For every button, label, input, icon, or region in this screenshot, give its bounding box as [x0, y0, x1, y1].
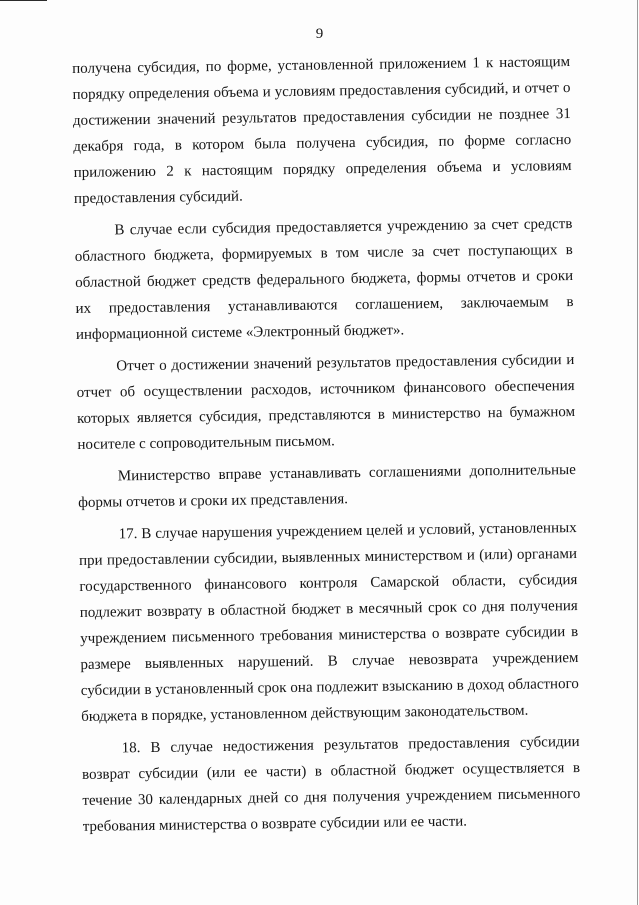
top-left-rule: [0, 0, 47, 1]
paragraph-section-17: 17. В случае нарушения учреждением целей и условий, установленных при предоставлении субсидии, выявленных министерством и (или) органами государственного финансового контроля Самарской области, субсидия подлежит возврату в областной бюджет в месячный срок со дня получения учреждением письменного требования министерства о возврате субсидии в размере выявленных нарушений. В случае невозврата учреждением субсидии в установленный срок она подлежит взысканию в доход областного бюджета в порядке, установленном действующим законодательством.: [78, 520, 579, 725]
right-scan-edge: [637, 0, 638, 905]
paragraph-electronic-budget: В случае если субсидия предоставляется учреждению за счет средств областного бюджета, формируемых в том числе за счет поступающих в областной бюджет средств федерального бюджета, формы отчетов и сроки их предоставления устанавливаются соглашением, заключаемым в информационной системе «Электронный бюджет».: [74, 216, 574, 343]
paragraph-report-submission: Отчет о достижении значений результатов предоставления субсидии и отчет об осуществлении расходов, источником финансового обеспечения которых является субсидия, представляются в министерство на бумажном носителе с сопроводительным письмом.: [76, 352, 576, 453]
document-body: [72, 49, 581, 840]
paragraph-additional-report-forms: Министерство вправе устанавливать соглашениями дополнительные формы отчетов и сроки их представления.: [78, 462, 576, 511]
page-number: 9: [315, 26, 324, 42]
paragraph-continued-report-form: получена субсидия, по форме, установленной приложением 1 к настоящим порядку определения объема и условиям предоставления субсидий, и отчет о достижении значений результатов предоставления субсидии не позднее 31 декабря года, в котором была получена субсидия, по форме согласно приложению 2 к настоящим порядку определения объема и условиям предоставления субсидий.: [72, 54, 572, 207]
paragraph-section-18: 18. В случае недостижения результатов предоставления субсидии возврат субсидии (или ее части) в областной бюджет осуществляется в течение 30 календарных дней со дня получения учреждением письменного требования министерства о возврате субсидии или ее части.: [81, 733, 581, 835]
